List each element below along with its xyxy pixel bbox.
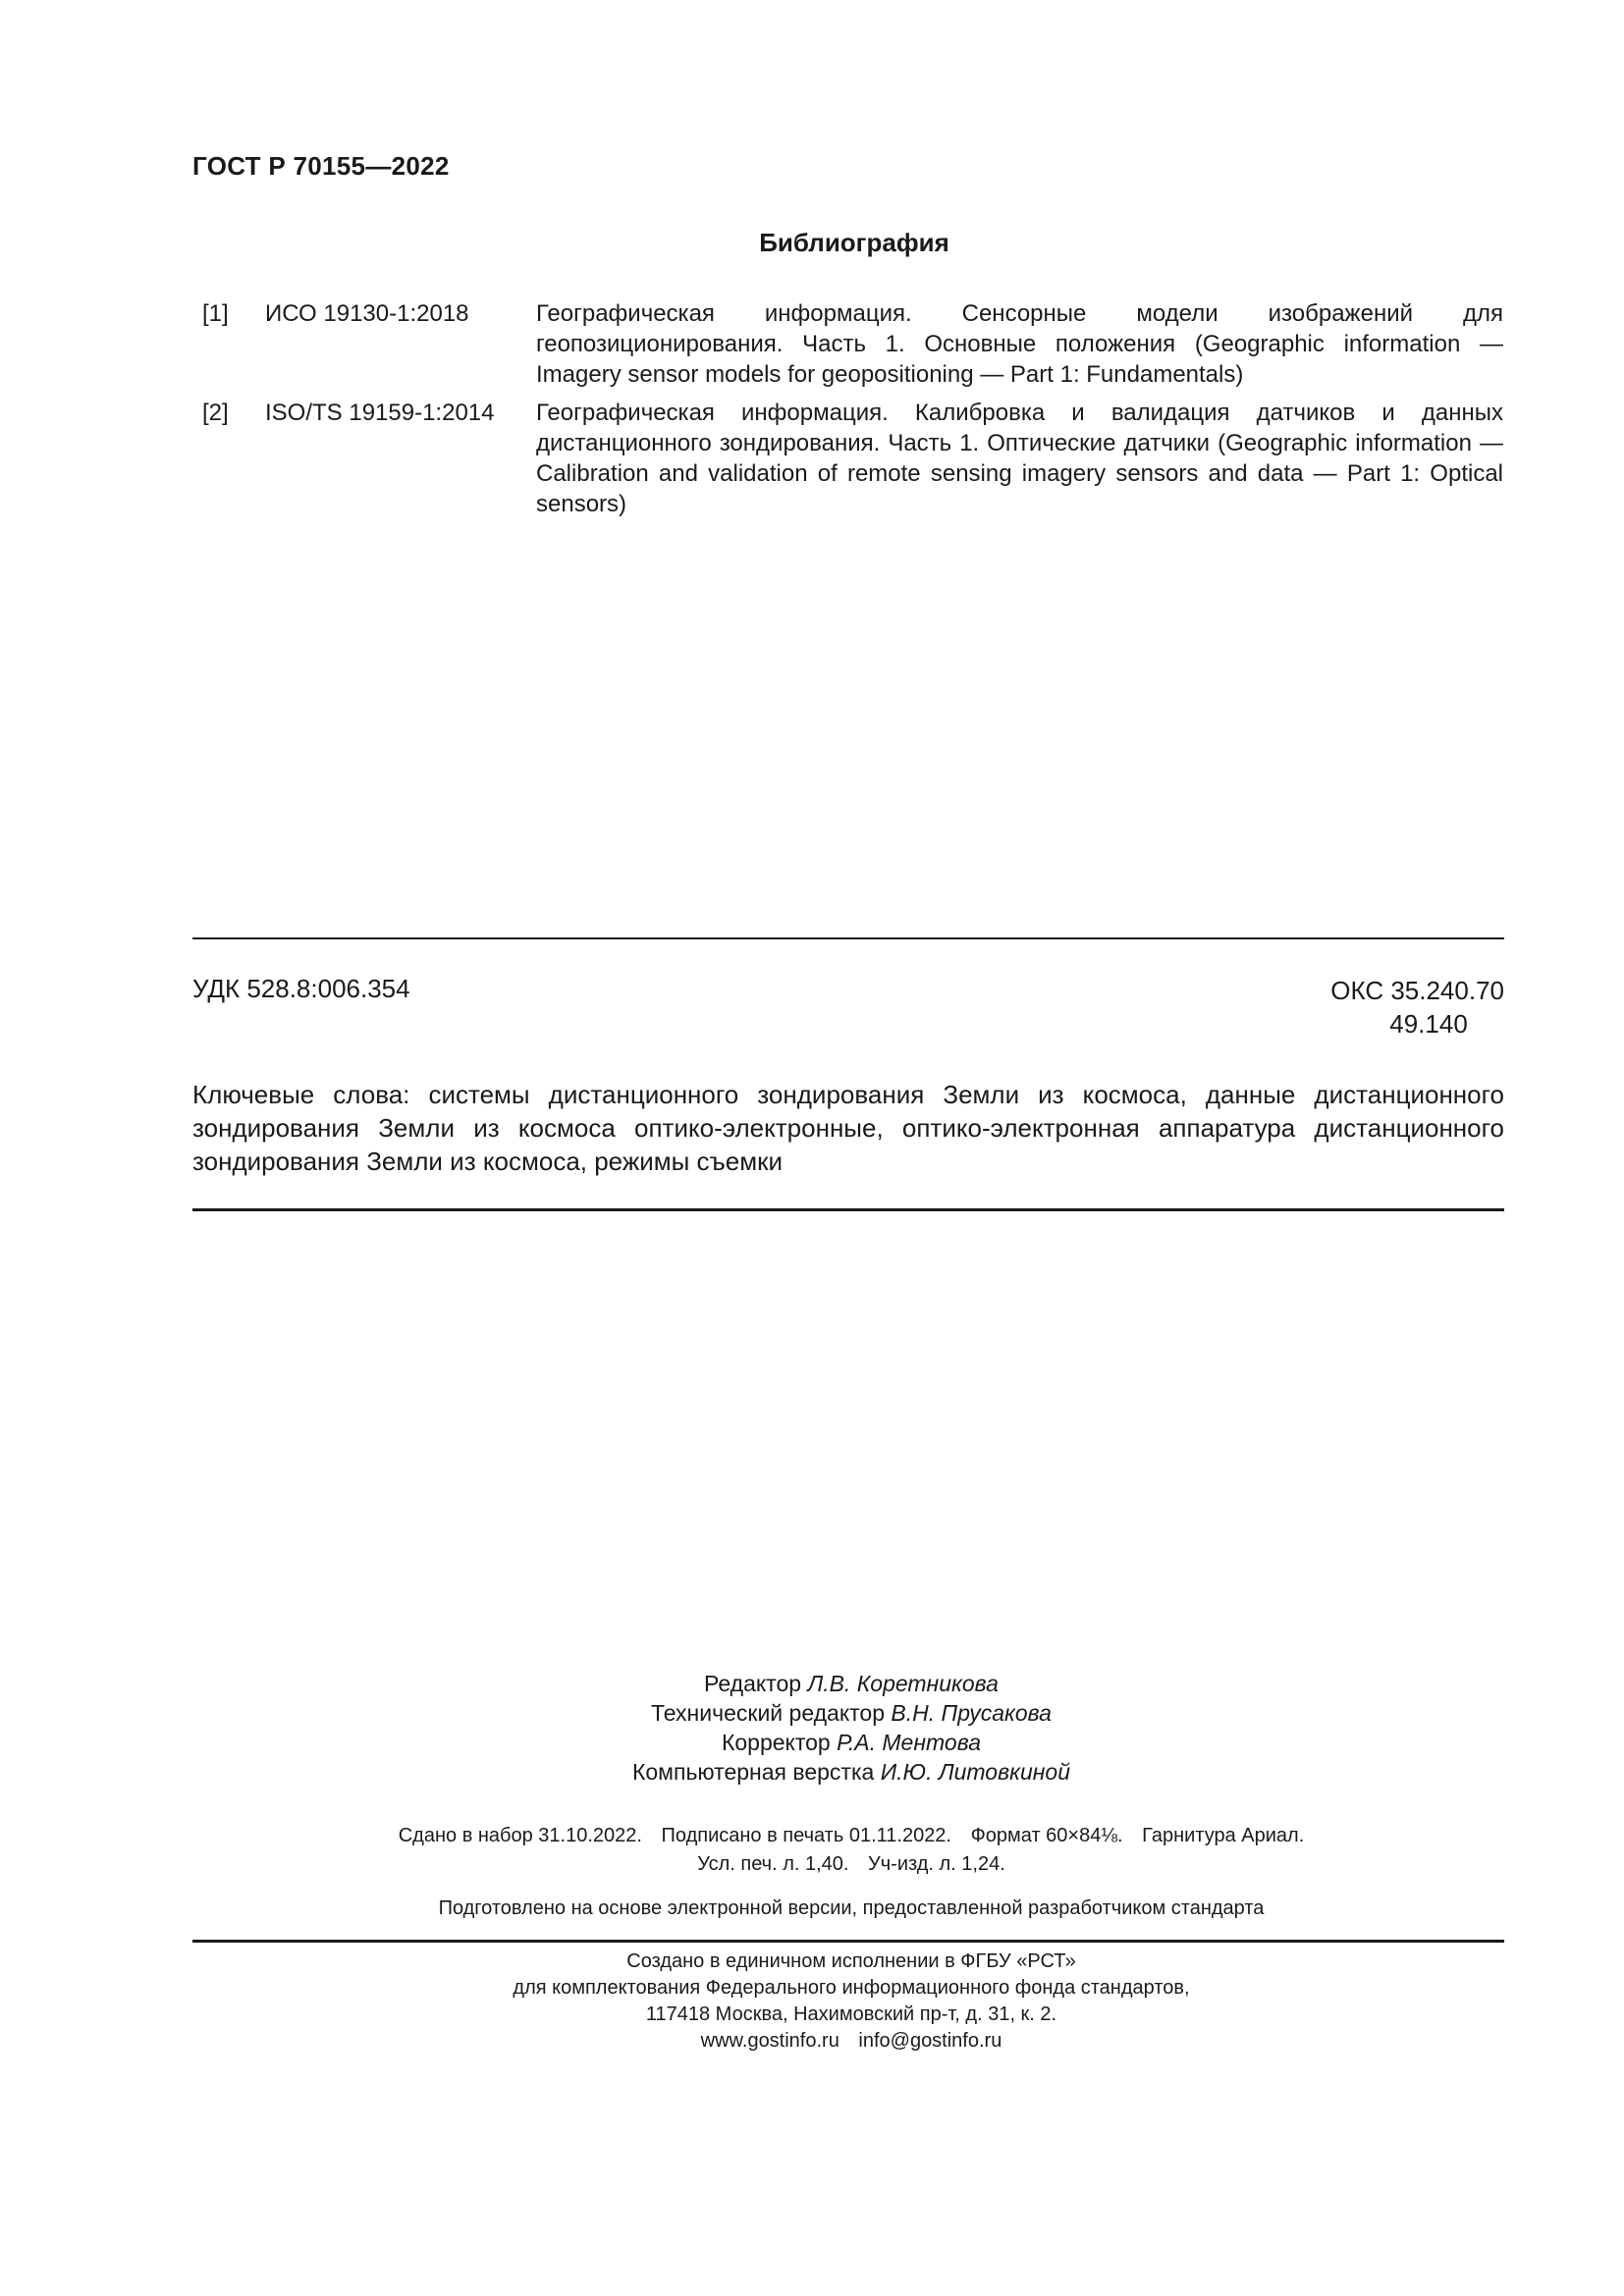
print-sheets: Усл. печ. л. 1,40.	[697, 1853, 849, 1875]
credit-line	[0, 1698, 1624, 1728]
credit-role: Редактор	[704, 1671, 802, 1696]
prepared-note: Подготовлено на основе электронной версии, предоставленной разработчиком стандарта	[438, 1897, 1265, 1919]
oks-code-secondary: 49.140	[1389, 1009, 1468, 1039]
submitted-date: Сдано в набор 31.10.2022.	[398, 1825, 642, 1846]
bibliography-title: Библиография	[759, 228, 949, 257]
entry-standard: ISO/TS 19159-1:2014	[265, 400, 495, 426]
publisher-block	[0, 1949, 1624, 2055]
website-link[interactable]: www.gostinfo.ru	[700, 2030, 839, 2052]
credit-person: В.Н. Прусакова	[891, 1700, 1052, 1726]
udk-code: УДК 528.8:006.354	[192, 974, 410, 1003]
credit-role: Технический редактор	[651, 1700, 886, 1726]
publisher-line: для комплектования Федерального информационного фонда стандартов,	[513, 1977, 1190, 1999]
bibliography-entry	[202, 298, 1503, 390]
paper-format: Формат 60×84⅛.	[970, 1825, 1123, 1846]
bibliography-entry	[202, 398, 1503, 519]
credit-person: Л.В. Коретникова	[807, 1671, 999, 1696]
typeface: Гарнитура Ариал.	[1142, 1825, 1305, 1846]
divider-keywords	[192, 1208, 1504, 1211]
document-code: ГОСТ Р 70155—2022	[192, 151, 450, 181]
entry-standard: ИСО 19130-1:2018	[265, 300, 469, 327]
publisher-line: Создано в единичном исполнении в ФГБУ «РСТ»	[626, 1950, 1076, 1972]
signed-date: Подписано в печать 01.11.2022.	[661, 1825, 951, 1846]
print-info-line-2	[0, 1850, 1624, 1879]
publisher-contacts	[0, 2028, 1624, 2055]
credit-role: Корректор	[721, 1730, 831, 1755]
print-info	[0, 1822, 1624, 1879]
credit-role: Компьютерная верстка	[631, 1759, 875, 1785]
entry-number: [1]	[202, 300, 229, 327]
divider-top	[192, 937, 1504, 939]
credits-block	[0, 1669, 1624, 1787]
credit-person: И.Ю. Литовкиной	[880, 1759, 1070, 1785]
publisher-address: 117418 Москва, Нахимовский пр-т, д. 31, к. 2.	[645, 2003, 1057, 2025]
email-link[interactable]: info@gostinfo.ru	[858, 2030, 1002, 2052]
oks-codes	[1330, 974, 1504, 1041]
credit-line	[0, 1757, 1624, 1787]
divider-bottom	[192, 1940, 1504, 1943]
credit-line	[0, 1669, 1624, 1698]
entry-text: Географическая информация. Сенсорные модели изображений для геопозиционирования. Часть 1. Основные положения (Geographic information — Imagery sensor models for geopositioning — Part 1: Fundamentals)	[536, 300, 1503, 388]
print-info-line-1	[0, 1822, 1624, 1850]
credit-line	[0, 1728, 1624, 1757]
entry-number: [2]	[202, 400, 229, 426]
bibliography-list	[202, 298, 1503, 527]
keywords: Ключевые слова: системы дистанционного зондирования Земли из космоса, данные дистанционного зондирования Земли из космоса оптико-электронные, оптико-электронная аппаратура дистанционного зондирования Земли из космоса, режимы съемки	[192, 1080, 1504, 1176]
publication-sheets: Уч-изд. л. 1,24.	[868, 1853, 1005, 1875]
entry-text: Географическая информация. Калибровка и валидация датчиков и данных дистанционного зондирования. Часть 1. Оптические датчики (Geographic information — Calibration and validation of remote sensing imagery sensors and data — Part 1: Optical sensors)	[536, 400, 1503, 517]
credit-person: Р.А. Ментова	[837, 1730, 981, 1755]
oks-code-primary: ОКС 35.240.70	[1330, 976, 1504, 1005]
